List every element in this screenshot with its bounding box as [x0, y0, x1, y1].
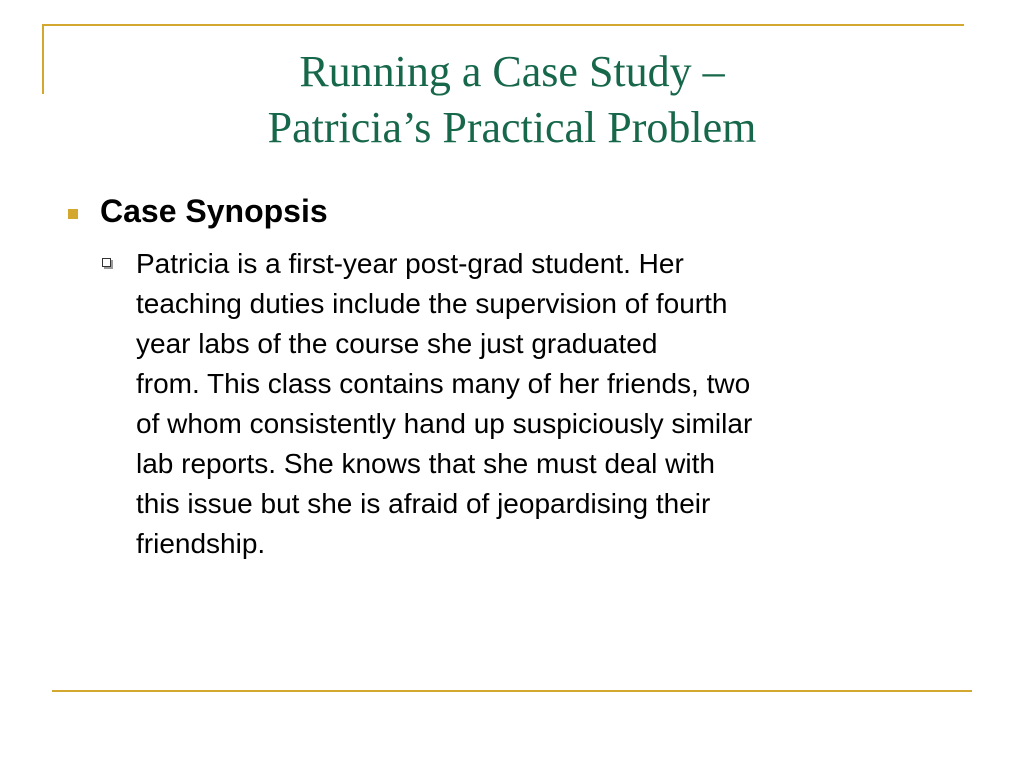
- title-line-2: Patricia’s Practical Problem: [267, 103, 757, 152]
- hollow-square-bullet-icon: [102, 258, 111, 267]
- sub-bullet-text: Patricia is a first-year post-grad student. Her teaching duties include the supervision of fourth year labs of the course she just graduated from. This class contains many of her friends, two of whom consistently hand up suspiciously similar lab reports. She knows that she must deal with this issue but she is afraid of jeopardising their friendship.: [136, 248, 753, 559]
- frame-bottom-line: [52, 690, 972, 692]
- frame-top-line: [42, 24, 964, 26]
- filled-square-bullet-icon: [68, 209, 78, 219]
- bullet-heading: Case Synopsis: [100, 193, 328, 229]
- slide-body: [60, 188, 970, 564]
- slide-title: [0, 44, 1024, 156]
- title-line-1: Running a Case Study –: [299, 47, 725, 96]
- bullet-item-case-synopsis: [60, 188, 970, 234]
- sub-bullet-item: [60, 244, 970, 564]
